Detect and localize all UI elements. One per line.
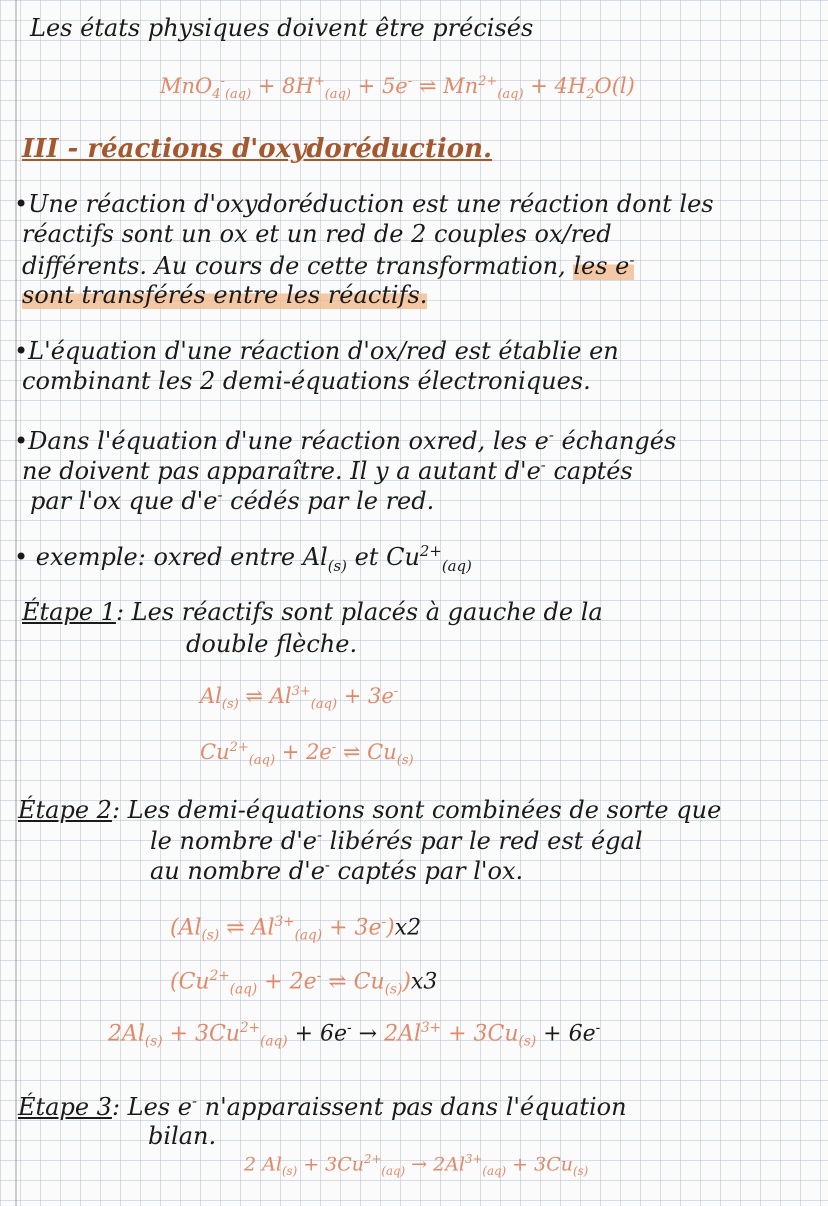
eq-state: (s) — [281, 1164, 298, 1179]
para-text: : Les demi-équations sont combinées de sorte que — [111, 796, 722, 824]
etape2-line2 — [150, 826, 643, 855]
eq-term: Cu — [200, 740, 230, 764]
etape2-equation3 — [108, 1020, 600, 1050]
eq-sup: - — [407, 74, 413, 89]
eq-state: (aq) — [441, 556, 472, 575]
step-label: Étape 2 — [18, 796, 112, 824]
etape2-line1 — [18, 796, 721, 824]
equilibrium-arrow-icon: ⇌ — [226, 915, 245, 941]
eq-state: (s) — [327, 556, 347, 575]
notebook-margin-line — [15, 0, 17, 1206]
eq-state: (aq) — [224, 87, 252, 103]
para-text: •Dans l'équation d'une réaction oxred, les e — [14, 427, 549, 455]
eq-term: + 4H — [530, 74, 587, 98]
equilibrium-arrow-icon: ⇌ — [342, 740, 361, 764]
eq-state: (aq) — [248, 753, 276, 769]
para1-line1 — [14, 190, 714, 218]
reaction-arrow-icon: → — [358, 1021, 378, 1047]
eq-sup: 2+ — [209, 968, 230, 984]
eq-term: + 6e — [294, 1021, 348, 1047]
eq-sup: 2+ — [478, 74, 498, 89]
eq-state: (s) — [221, 697, 239, 713]
para-text: •Une réaction d'oxydoréduction est une réaction dont les — [14, 190, 714, 218]
eq-sup: - — [629, 251, 635, 269]
eq-term: + 3Cu — [169, 1021, 240, 1047]
etape3-equation — [244, 1152, 588, 1178]
eq-state: (s) — [518, 1033, 537, 1050]
eq-state: (aq) — [497, 87, 524, 103]
eq-term: 2Al — [433, 1153, 466, 1176]
eq-term: + 6e — [543, 1021, 596, 1047]
eq-term: Cu — [353, 969, 385, 995]
eq-sup: - — [331, 740, 337, 755]
etape1-line2 — [186, 630, 357, 658]
eq-term: + 3Cu — [448, 1021, 519, 1047]
eq-sup: - — [317, 826, 323, 844]
eq-term: Mn — [443, 74, 479, 98]
eq-term: 2Al — [384, 1021, 421, 1047]
eq-term: + 3Cu — [303, 1153, 365, 1176]
highlighted-text — [573, 252, 634, 280]
para-text: captés par l'ox. — [329, 857, 524, 885]
eq-state: (aq) — [294, 927, 323, 944]
eq-sup: - — [595, 1020, 601, 1036]
para3-line1 — [14, 426, 676, 455]
equilibrium-arrow-icon: ⇌ — [328, 969, 347, 995]
eq-state: (aq) — [324, 87, 351, 103]
eq-term: + 2e — [281, 740, 332, 764]
eq-state: (s) — [201, 927, 220, 944]
eq-state: (aq) — [381, 1164, 406, 1179]
equilibrium-arrow-icon: ⇌ — [245, 684, 264, 708]
eq-sup: 2+ — [239, 1020, 261, 1036]
eq-state: (aq) — [229, 981, 258, 998]
multiplier: x3 — [410, 969, 438, 995]
eq-state: (s) — [573, 1164, 589, 1179]
para-text: au nombre d'e — [150, 857, 325, 885]
para-text: réactifs sont un ox et un red de 2 couples ox/red — [22, 220, 612, 248]
eq-term: Al — [251, 915, 275, 941]
eq-term: ) — [386, 915, 395, 941]
section-heading — [22, 134, 492, 164]
example-line — [14, 542, 472, 575]
eq-sup: 2+ — [364, 1152, 382, 1166]
eq-sub: 2 — [586, 87, 595, 103]
eq-sup: - — [324, 856, 330, 874]
para-text: ne doivent pas apparaître. Il y a autant d'e — [22, 457, 541, 485]
para1-line4 — [22, 281, 427, 309]
eq-sup: 3+ — [465, 1152, 483, 1166]
eq-state: (aq) — [260, 1033, 288, 1050]
eq-state: (s) — [384, 981, 403, 998]
eq-state: (s) — [144, 1033, 163, 1050]
eq-sup: - — [316, 968, 322, 984]
etape2-equation2 — [170, 968, 437, 998]
para-text: et Cu — [346, 543, 420, 571]
para-text: par l'ox que d'e — [30, 487, 218, 515]
para-text: cédés par le red. — [222, 487, 435, 515]
eq-term: (Al — [170, 915, 202, 941]
eq-term: Al — [200, 684, 222, 708]
para2-line1 — [14, 337, 619, 365]
para-text: les e — [573, 252, 630, 280]
eq-sub: 4 — [212, 87, 221, 103]
reaction-arrow-icon: → — [411, 1153, 428, 1176]
eq-term: Al — [269, 684, 292, 708]
eq-sup: - — [191, 1092, 197, 1110]
permanganate-equation — [160, 74, 635, 102]
para1-line2 — [22, 220, 612, 248]
heading-text: III - réactions d'oxydoréduction. — [22, 134, 493, 164]
para3-line2 — [22, 456, 633, 485]
eq-term: MnO — [160, 74, 213, 98]
highlighted-text: sont transférés entre les réactifs. — [22, 281, 428, 309]
eq-state: (aq) — [482, 1164, 507, 1179]
eq-sup: 2+ — [229, 740, 249, 755]
eq-term: + 3Cu — [512, 1153, 573, 1176]
para-text: n'apparaissent pas dans l'équation — [196, 1093, 627, 1121]
eq-term: + 3e — [343, 684, 394, 708]
eq-sup: 2+ — [419, 542, 442, 560]
para-text: captés — [545, 457, 633, 485]
para-text: •L'équation d'une réaction d'ox/red est établie en — [14, 337, 619, 365]
etape1-equation1 — [200, 684, 398, 712]
eq-sup: + — [313, 74, 325, 89]
eq-term: + 8H — [257, 74, 314, 98]
intro-line — [30, 14, 533, 42]
para-text: double flèche. — [186, 630, 358, 658]
eq-term: 2Al — [108, 1021, 145, 1047]
eq-sup: 3+ — [274, 914, 295, 930]
eq-term: + 2e — [264, 969, 317, 995]
multiplier: x2 — [394, 915, 422, 941]
eq-sup: 3+ — [291, 684, 311, 699]
step-label: Étape 3 — [18, 1093, 112, 1121]
intro-text: Les états physiques doivent être précisés — [30, 14, 534, 42]
etape2-equation1 — [170, 914, 421, 944]
etape1-line1 — [22, 598, 603, 626]
para-text: libérés par le red est égal — [322, 827, 643, 855]
eq-sup: - — [381, 914, 387, 930]
para1-line3 — [22, 251, 634, 280]
eq-term: Cu — [367, 740, 397, 764]
step-label: Étape 1 — [22, 598, 116, 626]
equilibrium-arrow-icon: ⇌ — [418, 74, 437, 98]
para3-line3 — [30, 486, 434, 515]
eq-sup: - — [540, 456, 546, 474]
etape1-equation2 — [200, 740, 414, 768]
eq-term: 2 Al — [244, 1153, 282, 1176]
para-text: : Les e — [111, 1093, 192, 1121]
eq-sup: - — [347, 1020, 352, 1036]
etape2-line3 — [150, 856, 523, 885]
eq-sup: - — [220, 74, 225, 89]
eq-term: ) — [402, 969, 411, 995]
eq-sup: - — [393, 684, 399, 699]
eq-term: O(l) — [594, 74, 635, 98]
para-text: : Les réactifs sont placés à gauche de la — [115, 598, 603, 626]
para2-line2 — [22, 367, 591, 395]
etape3-line2 — [148, 1122, 216, 1150]
eq-term: (Cu — [170, 969, 210, 995]
para-text: • exemple: oxred entre Al — [14, 543, 328, 571]
eq-term: + 3e — [329, 915, 382, 941]
eq-state: (aq) — [310, 697, 338, 713]
para-text: échangés — [553, 427, 677, 455]
para-text: bilan. — [148, 1122, 217, 1150]
para-text: combinant les 2 demi-équations électroniques. — [22, 367, 591, 395]
para-text: différents. Au cours de cette transformation, — [22, 252, 566, 280]
eq-sup: - — [548, 426, 554, 444]
eq-state: (s) — [396, 753, 414, 769]
etape3-line1 — [18, 1092, 627, 1121]
eq-sup: 3+ — [420, 1020, 442, 1036]
para-text: le nombre d'e — [150, 827, 318, 855]
eq-term: + 5e — [357, 74, 408, 98]
eq-sup: - — [217, 486, 223, 504]
